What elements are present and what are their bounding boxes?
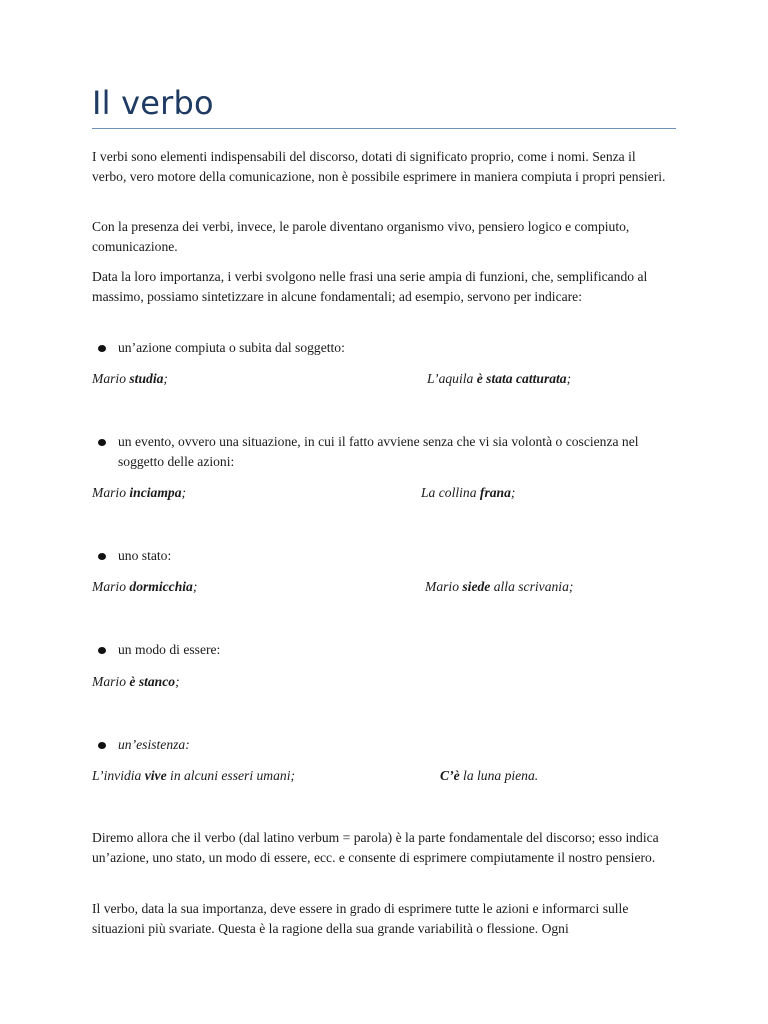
example-left: L’invidia vive in alcuni esseri umani; — [92, 768, 296, 783]
example-right: C’è la luna piena. — [440, 768, 539, 783]
bullet-text: un’azione compiuta o subita dal soggetto: — [118, 340, 345, 355]
intro-paragraph-2: Con la presenza dei verbi, invece, le parole diventano organismo vivo, pensiero logico e compiuto, comunicazione. — [92, 219, 630, 254]
intro-paragraph-3: Data la loro importanza, i verbi svolgono nelle frasi una serie ampia di funzioni, che, semplificando al massimo, possiamo sintetizzare in alcune fondamentali; ad esempio, servono per indicare: — [92, 269, 648, 304]
bullet-item-event — [118, 432, 648, 471]
bullet-item-existence — [118, 735, 648, 755]
bullet-text: un modo di essere: — [118, 642, 221, 657]
bullet-item-manner — [118, 640, 648, 660]
title-underline — [92, 128, 676, 129]
bullet-dot-icon — [98, 553, 106, 560]
example-left: Mario inciampa; — [92, 485, 187, 500]
bullet-text: un’esistenza: — [118, 737, 190, 752]
closing-paragraph-2: Il verbo, data la sua importanza, deve essere in grado di esprimere tutte le azioni e informarci sulle situazioni più svariate. Questa è la ragione della sua grande variabilità o flessione. Ogni — [92, 901, 629, 936]
bullet-item-state — [118, 546, 648, 566]
page-title: Il verbo — [92, 84, 214, 122]
bullet-dot-icon — [98, 742, 106, 749]
example-right: L’aquila è stata catturata; — [427, 371, 572, 386]
intro-paragraph-1: I verbi sono elementi indispensabili del discorso, dotati di significato proprio, come i nomi. Senza il verbo, vero motore della comunicazione, non è possibile esprimere in maniera compiuta i propri pensieri. — [92, 149, 666, 184]
bullet-dot-icon — [98, 345, 106, 352]
example-right: La collina frana; — [421, 485, 516, 500]
example-left: Mario è stanco; — [92, 674, 180, 689]
bullet-dot-icon — [98, 439, 106, 446]
bullet-dot-icon — [98, 647, 106, 654]
example-left: Mario studia; — [92, 371, 168, 386]
bullet-item-action — [118, 338, 648, 358]
example-left: Mario dormicchia; — [92, 579, 198, 594]
closing-paragraph-1: Diremo allora che il verbo (dal latino verbum = parola) è la parte fondamentale del discorso; esso indica un’azione, uno stato, un modo di essere, ecc. e consente di esprimere compiutamente il nostro pensiero. — [92, 830, 659, 865]
example-right: Mario siede alla scrivania; — [425, 579, 574, 594]
bullet-text: un evento, ovvero una situazione, in cui il fatto avviene senza che vi sia volontà o coscienza nel soggetto delle azioni: — [118, 434, 639, 469]
bullet-text: uno stato: — [118, 548, 172, 563]
